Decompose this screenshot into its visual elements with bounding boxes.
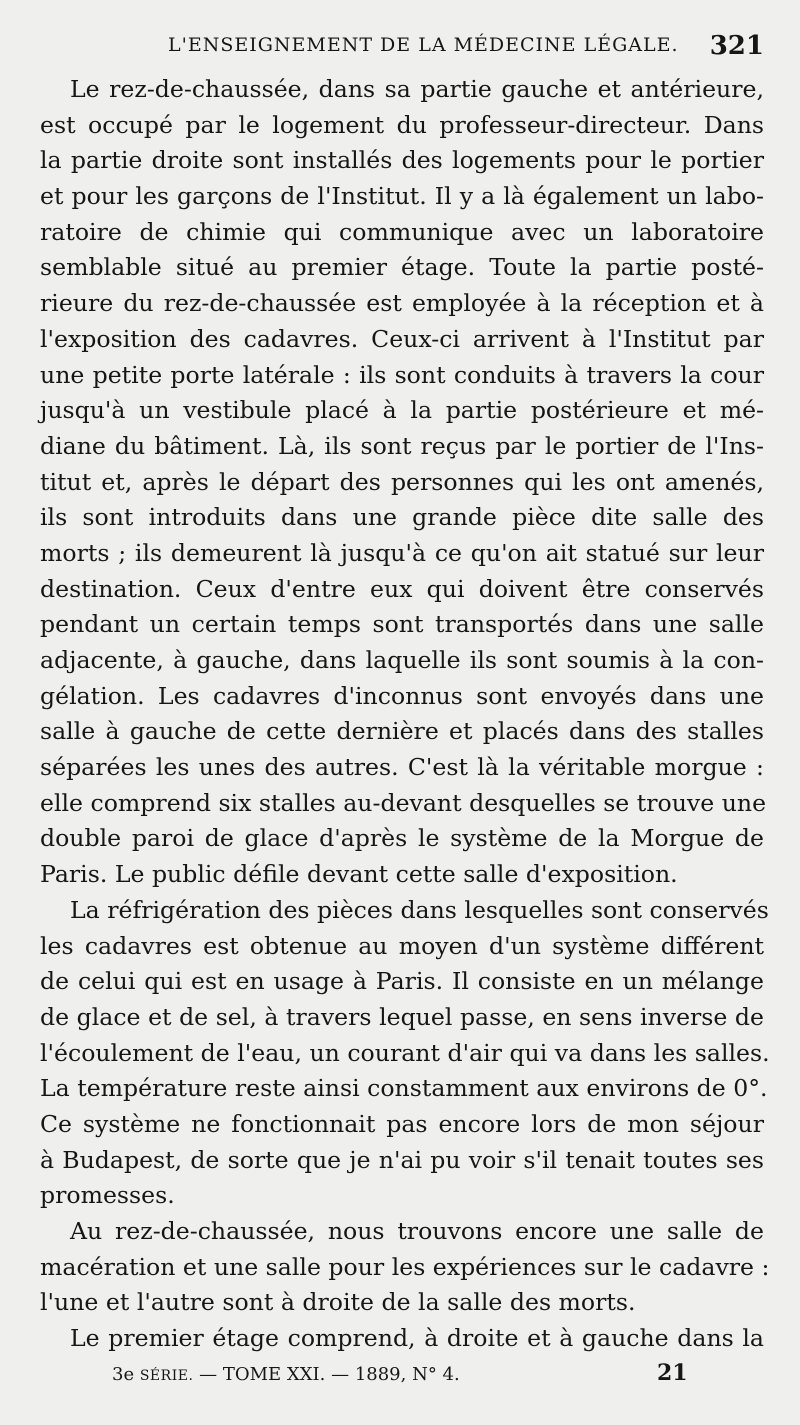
text-line: La réfrigération des pièces dans lesquelles sont conservés <box>70 895 769 924</box>
text-line: ils sont introduits dans une grande pièce dite salle des <box>40 503 764 532</box>
footer-series: 3e <box>112 1364 135 1385</box>
text-line: diane du bâtiment. Là, ils sont reçus par le portier de l'Ins- <box>40 431 764 460</box>
text-line: destination. Ceux d'entre eux qui doivent être conservés <box>40 574 764 603</box>
text-line: semblable situé au premier étage. Toute la partie posté- <box>40 253 764 282</box>
text-line: l'écoulement de l'eau, un courant d'air qui va dans les salles. <box>40 1038 770 1067</box>
text-line: pendant un certain temps sont transportés dans une salle <box>40 610 764 639</box>
text-line: l'exposition des cadavres. Ceux-ci arrivent à l'Institut par <box>40 324 764 353</box>
text-line: salle à gauche de cette dernière et placés dans des stalles <box>40 717 764 746</box>
footer-volume: — TOME XXI. — 1889, N° 4. <box>199 1364 460 1385</box>
text-line: Le rez-de-chaussée, dans sa partie gauche et antérieure, <box>70 75 764 103</box>
running-title: L'ENSEIGNEMENT DE LA MÉDECINE LÉGALE. <box>168 34 679 56</box>
page-footer <box>40 1360 764 1390</box>
page-header <box>40 31 764 68</box>
text-line: l'une et l'autre sont à droite de la salle des morts. <box>40 1288 636 1317</box>
paragraph <box>40 72 767 893</box>
text-line: La température reste ainsi constamment aux environs de 0°. <box>40 1074 768 1103</box>
sheet-mark: 21 <box>657 1360 688 1386</box>
text-line: Paris. Le public défile devant cette salle d'exposition. <box>40 860 678 889</box>
text-line: gélation. Les cadavres d'inconnus sont envoyés dans une <box>40 681 764 710</box>
page-number: 321 <box>709 31 764 61</box>
paragraph <box>40 893 770 1214</box>
text-line: Ce système ne fonctionnait pas encore lors de mon séjour <box>40 1109 764 1138</box>
text-line: macération et une salle pour les expériences sur le cadavre : <box>40 1252 770 1281</box>
text-line: adjacente, à gauche, dans laquelle ils sont soumis à la con- <box>40 646 764 674</box>
text-line: Le premier étage comprend, à droite et à gauche dans la <box>70 1324 764 1353</box>
text-line: ratoire de chimie qui communique avec un laboratoire <box>40 217 764 246</box>
paragraph <box>40 1214 770 1321</box>
text-line: séparées les unes des autres. C'est là la véritable morgue : <box>40 753 764 782</box>
footer-signature <box>112 1364 460 1385</box>
text-line: titut et, après le départ des personnes qui les ont amenés, <box>40 467 764 496</box>
text-line: jusqu'à un vestibule placé à la partie postérieure et mé- <box>40 396 764 425</box>
footer-series-word: SÉRIE. <box>139 1368 194 1384</box>
text-line: et pour les garçons de l'Institut. Il y a là également un labo- <box>40 182 764 211</box>
text-line: morts ; ils demeurent là jusqu'à ce qu'on ait statué sur leur <box>40 538 764 567</box>
text-line: les cadavres est obtenue au moyen d'un système différent <box>40 931 764 960</box>
text-line: à Budapest, de sorte que je n'ai pu voir s'il tenait toutes ses <box>40 1145 764 1174</box>
text-line: elle comprend six stalles au-devant desquelles se trouve une <box>40 788 767 817</box>
text-line: Au rez-de-chaussée, nous trouvons encore une salle de <box>70 1217 764 1245</box>
text-line: une petite porte latérale : ils sont conduits à travers la cour <box>40 360 764 389</box>
text-line: de celui qui est en usage à Paris. Il consiste en un mélange <box>40 967 764 996</box>
text-line: de glace et de sel, à travers lequel passe, en sens inverse de <box>40 1002 764 1031</box>
paragraph <box>40 1321 764 1357</box>
text-line: est occupé par le logement du professeur-directeur. Dans <box>40 110 764 139</box>
text-line: la partie droite sont installés des logements pour le portier <box>40 146 764 175</box>
text-line: rieure du rez-de-chaussée est employée à la réception et à <box>40 289 764 318</box>
text-line: promesses. <box>40 1181 175 1210</box>
text-line: double paroi de glace d'après le système de la Morgue de <box>40 824 764 853</box>
body-text <box>40 72 770 1357</box>
